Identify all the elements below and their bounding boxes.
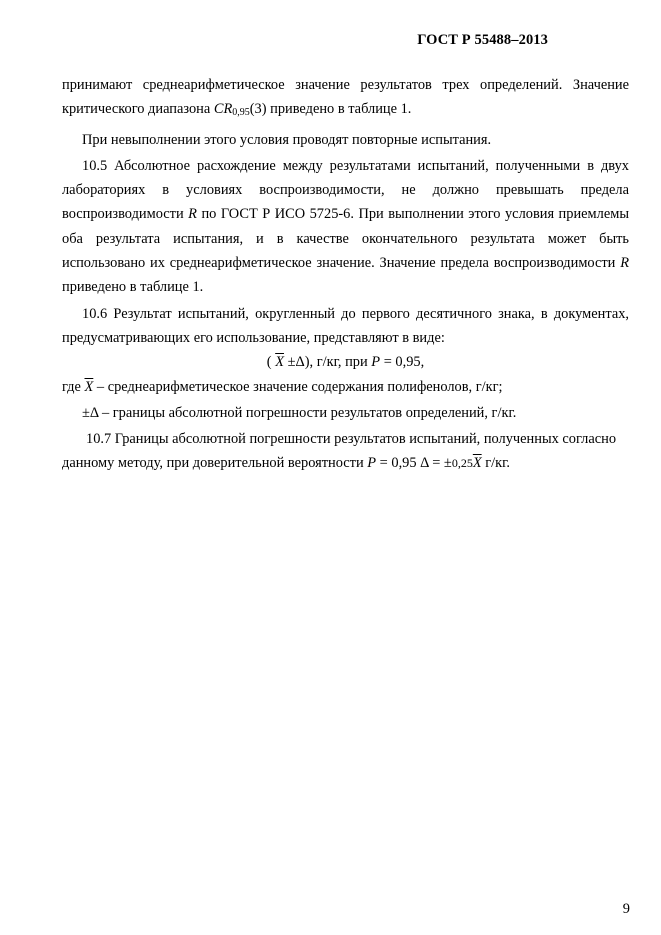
paragraph-10-5: [62, 154, 629, 300]
document-body: [62, 73, 629, 476]
where-definition: [62, 375, 629, 399]
text-span: 10.5 Абсолютное расхождение между результатами испытаний, полученными в двух лабораториях в условиях воспроизводимости, не должно превышать предела воспроизводимости: [62, 157, 629, 223]
text-span: (: [266, 354, 276, 371]
page-number: 9: [622, 901, 630, 917]
text-span: (3) приведено в таблице 1.: [249, 101, 412, 118]
error-coefficient: 0,25: [451, 456, 473, 471]
critical-range-subscript: 0,95: [232, 107, 250, 119]
paragraph-10-6: 10.6 Результат испытаний, округленный до первого десятичного знака, в документах, предусматривающих его использование, представляют в виде:: [62, 305, 629, 346]
text-span: 10.7 Границы абсолютной погрешности результатов испытаний, полученных согласно данному методу, при доверительной вероятности: [62, 431, 617, 472]
text-span: = 0,95 Δ = ±: [376, 455, 452, 472]
document-code-header: ГОСТ Р 55488–2013: [417, 32, 548, 48]
text-span: приведено в таблице 1.: [62, 279, 204, 296]
text-span: где: [62, 378, 85, 395]
paragraph-repeat-tests: При невыполнении этого условия проводят повторные испытания.: [82, 131, 492, 148]
text-span: принимают среднеарифметическое значение результатов трех определений. Значение критического диапазона: [62, 77, 629, 118]
probability-symbol: P: [371, 354, 381, 371]
probability-symbol: P: [367, 455, 377, 472]
text-span: ±Δ), г/кг, при: [283, 354, 372, 371]
critical-range-symbol: CR: [213, 101, 233, 118]
reproducibility-symbol: R: [620, 255, 629, 272]
text-span: – среднеарифметическое значение содержания полифенолов, г/кг;: [93, 378, 503, 395]
mean-symbol: $\overline{X}$: [275, 354, 284, 371]
delta-definition: ±Δ – границы абсолютной погрешности результатов определений, г/кг.: [82, 404, 517, 421]
text-span: по ГОСТ Р ИСО 5725-6. При выполнении этого условия приемлемы оба результата испытания, и в качестве окончательного результата может быть использовано их среднеарифметическое значение. Значение предела воспроизводимости: [62, 206, 629, 272]
mean-symbol: $\overline{X}$: [472, 455, 482, 472]
mean-symbol: $\overline{X}$: [84, 378, 94, 395]
text-span: г/кг.: [481, 455, 510, 472]
result-formula: [62, 350, 629, 374]
paragraph-10-7: [62, 427, 629, 476]
text-span: = 0,95,: [380, 354, 425, 371]
paragraph-continuation: [62, 73, 629, 126]
reproducibility-symbol: R: [188, 206, 197, 223]
